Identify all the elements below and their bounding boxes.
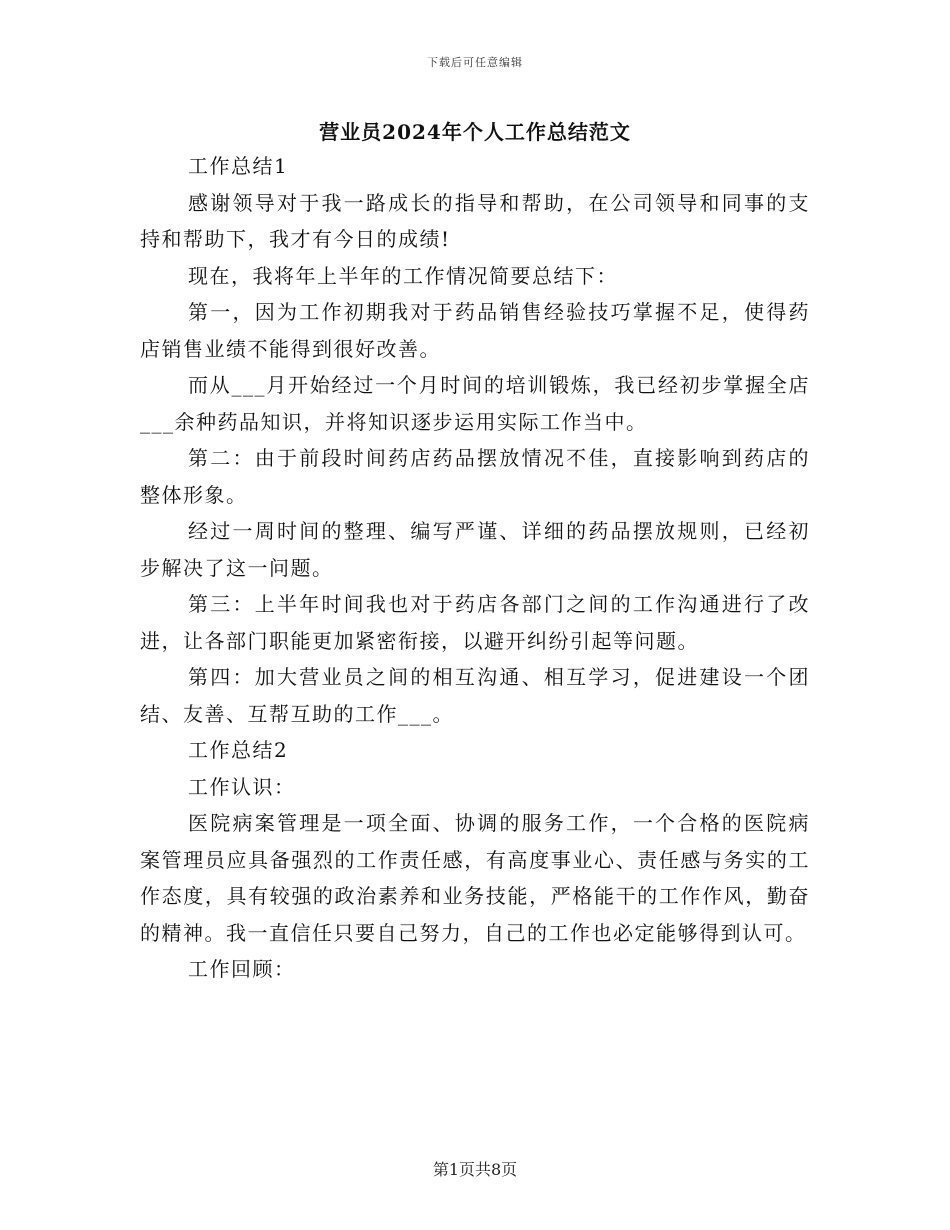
paragraph-first: 第一，因为工作初期我对于药品销售经验技巧掌握不足，使得药店销售业绩不能得到很好改善。	[140, 300, 810, 361]
section-heading-1: 工作总结1	[188, 154, 289, 178]
header-note: 下载后可任意编辑	[427, 56, 523, 69]
paragraph-second: 第二：由于前段时间药店药品摆放情况不佳，直接影响到药店的整体形象。	[140, 446, 810, 507]
paragraph-training: 而从___月开始经过一个月时间的培训锻炼，我已经初步掌握全店___余种药品知识，并将知识逐步运用实际工作当中。	[140, 373, 810, 434]
paragraph-fourth: 第四：加大营业员之间的相互沟通、相互学习，促进建设一个团结、友善、互帮互助的工作___。	[140, 665, 810, 726]
paragraph-intro: 现在，我将年上半年的工作情况简要总结下：	[188, 263, 618, 288]
subheading-work-understanding: 工作认识：	[188, 774, 296, 799]
paragraph-third: 第三：上半年时间我也对于药店各部门之间的工作沟通进行了改进，让各部门职能更加紧密衔接，以避开纠纷引起等问题。	[140, 592, 810, 653]
page-number: 第1页共8页	[432, 1160, 518, 1179]
section-heading-2: 工作总结2	[188, 738, 289, 762]
paragraph-rules: 经过一周时间的整理、编写严谨、详细的药品摆放规则，已经初步解决了这一问题。	[140, 519, 810, 580]
document-title: 营业员2024年个人工作总结范文	[319, 120, 631, 144]
paragraph-records-management: 医院病案管理是一项全面、协调的服务工作，一个合格的医院病案管理员应具备强烈的工作责任感，有高度事业心、责任感与务实的工作态度，具有较强的政治素养和业务技能，严格能干的工作作风，勤奋的精神。我一直信任只要自己努力，自己的工作也必定能够得到认可。	[140, 811, 810, 945]
subheading-work-review: 工作回顾：	[188, 957, 296, 981]
paragraph-thanks: 感谢领导对于我一路成长的指导和帮助，在公司领导和同事的支持和帮助下，我才有今日的成绩!	[140, 190, 810, 251]
document-body	[140, 148, 810, 988]
